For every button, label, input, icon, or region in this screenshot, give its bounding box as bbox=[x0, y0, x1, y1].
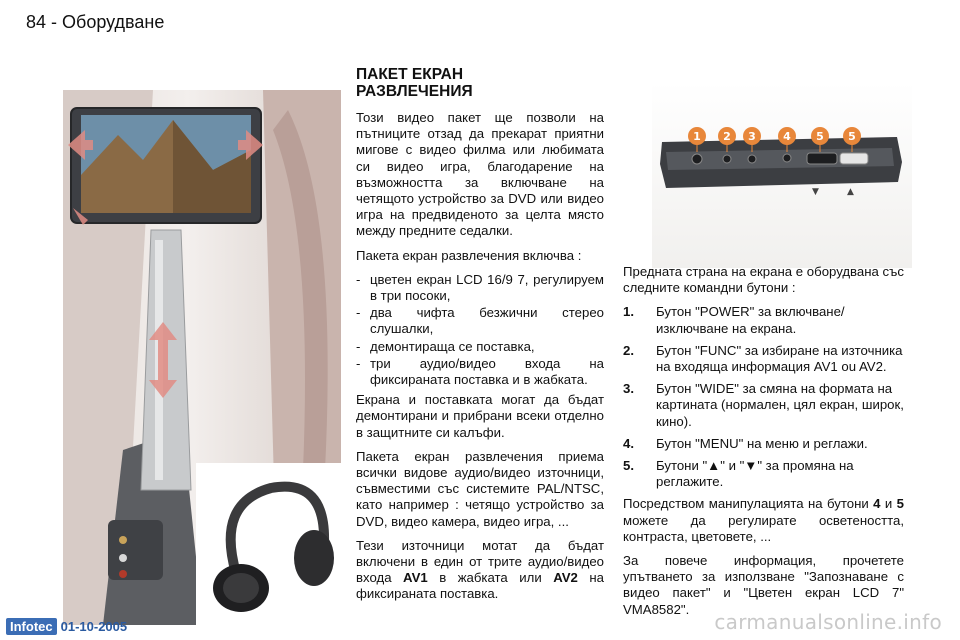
list-item: 3. Бутон "WIDE" за смяна на формата на картината (нормален, цял екран, широк, кино). bbox=[623, 381, 904, 429]
headphones-illustration bbox=[196, 463, 341, 625]
page-header: 84 - Оборудване bbox=[26, 12, 165, 32]
av1-label: AV1 bbox=[403, 570, 428, 586]
panel-label-5a: 5 bbox=[816, 130, 824, 143]
more-info-paragraph: За повече информация, прочетете упътването за използване "Запознаване с видео пакет" и "Цветен екран LCD 7" VMA8582". bbox=[623, 553, 904, 617]
infotec-logo: Infotec bbox=[6, 618, 57, 635]
screen-paragraph: Екрана и поставката могат да бъдат демонтирани и прибрани всеки отделно в защитните си калъфи. bbox=[356, 392, 604, 440]
panel-label-1: 1 bbox=[693, 130, 701, 143]
watermark: carmanualsonline.info bbox=[714, 610, 942, 634]
includes-list bbox=[356, 272, 604, 388]
includes-heading: Пакета екран развлечения включва : bbox=[356, 247, 582, 263]
section-title: ПАКЕТ ЕКРАН РАЗВЛЕЧЕНИЯ bbox=[356, 66, 473, 100]
list-item: 4. Бутон "MENU" на меню и реглажи. bbox=[623, 435, 868, 451]
right-text-column bbox=[623, 264, 904, 626]
list-item: - два чифта безжични стерео слушалки, bbox=[356, 305, 604, 337]
list-item: 5. Бутони "▲" и "▼" за промяна на реглажите. bbox=[623, 458, 854, 490]
intro-paragraph: Този видео пакет ще позволи на пътниците отзад да прекарат приятни мигове с видео филма или любимата си видео игра, благодарение на възможността за включване на четящото устройство за DVD или видео игра на предвиденото за целта място между предните седалки. bbox=[356, 110, 604, 239]
buttons-list bbox=[623, 304, 904, 490]
panel-label-2: 2 bbox=[723, 130, 731, 143]
manipulation-paragraph: Посредством манипулацията на бутони 4 и 5 можете да регулирате осветеността, контраста, цветовете, ... bbox=[623, 496, 904, 544]
left-text-column bbox=[356, 110, 604, 611]
svg-text:▼: ▼ bbox=[812, 187, 819, 197]
buttons-intro: Предната страна на екрана е оборудвана със следните командни бутони : bbox=[623, 264, 904, 296]
sources-paragraph: Тези източници мотат да бъдат включени в един от трите аудио/видео входа AV1 в жабката или AV2 на фиксираната поставка. bbox=[356, 537, 604, 602]
footer-date: 01-10-2005 bbox=[60, 618, 128, 634]
panel-label-3: 3 bbox=[748, 130, 756, 143]
panel-label-5b: 5 bbox=[848, 130, 856, 143]
list-item: 1. Бутон "POWER" за включване/ изключване на екрана. bbox=[623, 304, 845, 336]
list-item: - демонтираща се поставка, bbox=[356, 339, 604, 355]
accepts-paragraph: Пакета екран развлечения приема всички видове аудио/видео източници, съвместими със системите PAL/NTSC, като например : четящо устройство за DVD, видео камера, видео игра, ... bbox=[356, 448, 604, 529]
av2-label: AV2 bbox=[553, 570, 578, 586]
list-item: - цветен екран LCD 16/9 7, регулируем в три посоки, bbox=[356, 272, 604, 304]
list-item: - три аудио/видео входа на фиксираната поставка и в жабката. bbox=[356, 356, 604, 388]
svg-text:▲: ▲ bbox=[847, 187, 854, 197]
button-panel-illustration bbox=[652, 82, 912, 268]
list-item: 2. Бутон "FUNC" за избиране на източника на входяща информация AV1 ou AV2. bbox=[623, 342, 903, 375]
footer bbox=[0, 616, 127, 636]
panel-label-4: 4 bbox=[783, 130, 791, 143]
